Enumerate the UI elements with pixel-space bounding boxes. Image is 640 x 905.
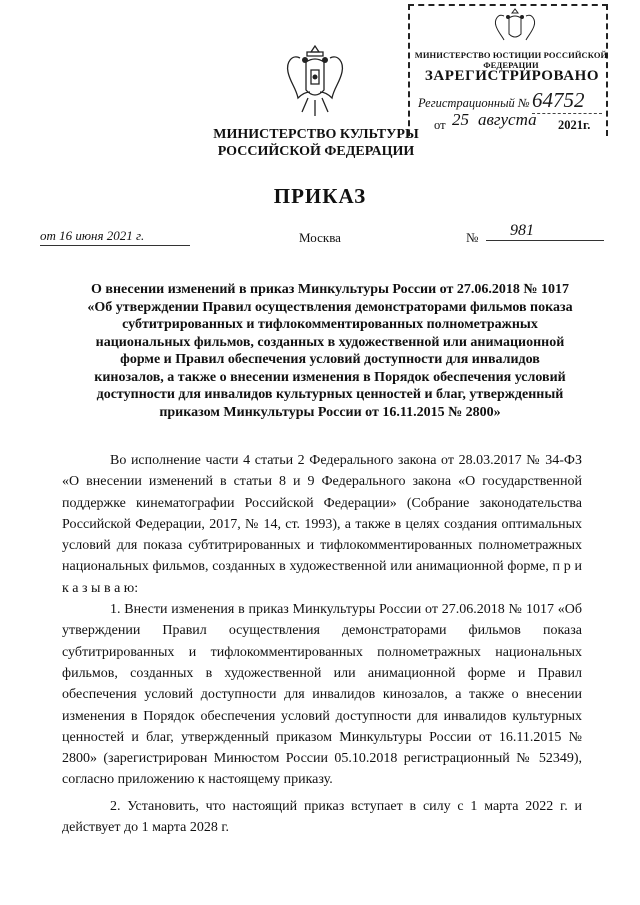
- stamp-from-label: от: [434, 118, 446, 132]
- stamp-date-month: августа: [478, 110, 537, 129]
- item-2-paragraph: 2. Установить, что настоящий приказ вступает в силу с 1 марта 2022 г. и действует до 1 марта 2028 г.: [62, 798, 582, 836]
- stamp-number-label: Регистрационный №: [418, 96, 530, 110]
- stamp-date-day: 25: [452, 110, 469, 129]
- stamp-date-year: 2021г.: [558, 118, 591, 132]
- stamp-status: ЗАРЕГИСТРИРОВАНО: [424, 68, 600, 84]
- stamp-registration-number: 64752: [532, 88, 602, 114]
- ministry-name: МИНИСТЕРСТВО КУЛЬТУРЫ РОССИЙСКОЙ ФЕДЕРАЦИИ: [213, 127, 419, 159]
- stamp-organization: МИНИСТЕРСТВО ЮСТИЦИИ РОССИЙСКОЙ ФЕДЕРАЦИИ: [414, 50, 608, 70]
- order-number-label: №: [466, 230, 479, 245]
- stamp-coat-of-arms-icon: [492, 6, 538, 46]
- signing-date: от 16 июня 2021 г.: [40, 228, 190, 246]
- preamble-paragraph: Во исполнение части 4 статьи 2 Федерального закона от 28.03.2017 № 34-ФЗ «О внесении изменений в статьи 8 и 9 Федерального закона «О государственной поддержке кинематографии Российской Федерации» (Собрание законодательства Российской Федерации, 2017, № 14, ст. 1993), а также в целях создания оптимальных условий для показа субтитрированных и тифлокомментированных полнометражных национальных фильмов, созданных в художественной или анимационной форме, п р и к а з ы в а ю:: [62, 453, 582, 596]
- document-body: [62, 450, 582, 838]
- order-number: 981: [486, 222, 604, 241]
- item-1-paragraph: 1. Внести изменения в приказ Минкультуры России от 27.06.2018 № 1017 «Об утверждении Правил осуществления демонстраторами фильмов показа субтитрированных и тифлокомментированных полнометражных национальных фильмов, созданных в художественной или анимационной форме и Правил обеспечения условий доступности для инвалидов кинозалов, а также о внесении изменения в Порядок обеспечения условий доступности для инвалидов культурных ценностей и благ, утвержденный приказом Минкультуры России от 16.11.2015 № 2800» (зарегистрирован Минюстом России 05.10.2018 регистрационный № 52349), согласно приложению к настоящему приказу.: [62, 602, 582, 788]
- city: Москва: [299, 230, 341, 245]
- document-title: О внесении изменений в приказ Минкультуры России от 27.06.2018 № 1017 «Об утверждении Правил осуществления демонстраторами фильмов показа субтитрированных и тифлокомментированных полнометражных национальных фильмов, созданных в художественной или анимационной форме и Правил обеспечения условий доступности для инвалидов кинозалов, а также о внесении изменения в Порядок обеспечения условий доступности для инвалидов культурных ценностей и благ, утвержденный приказом Минкультуры России от 16.11.2015 № 2800»: [87, 282, 573, 420]
- coat-of-arms-icon: [280, 40, 350, 122]
- document-type-heading: ПРИКАЗ: [273, 184, 367, 208]
